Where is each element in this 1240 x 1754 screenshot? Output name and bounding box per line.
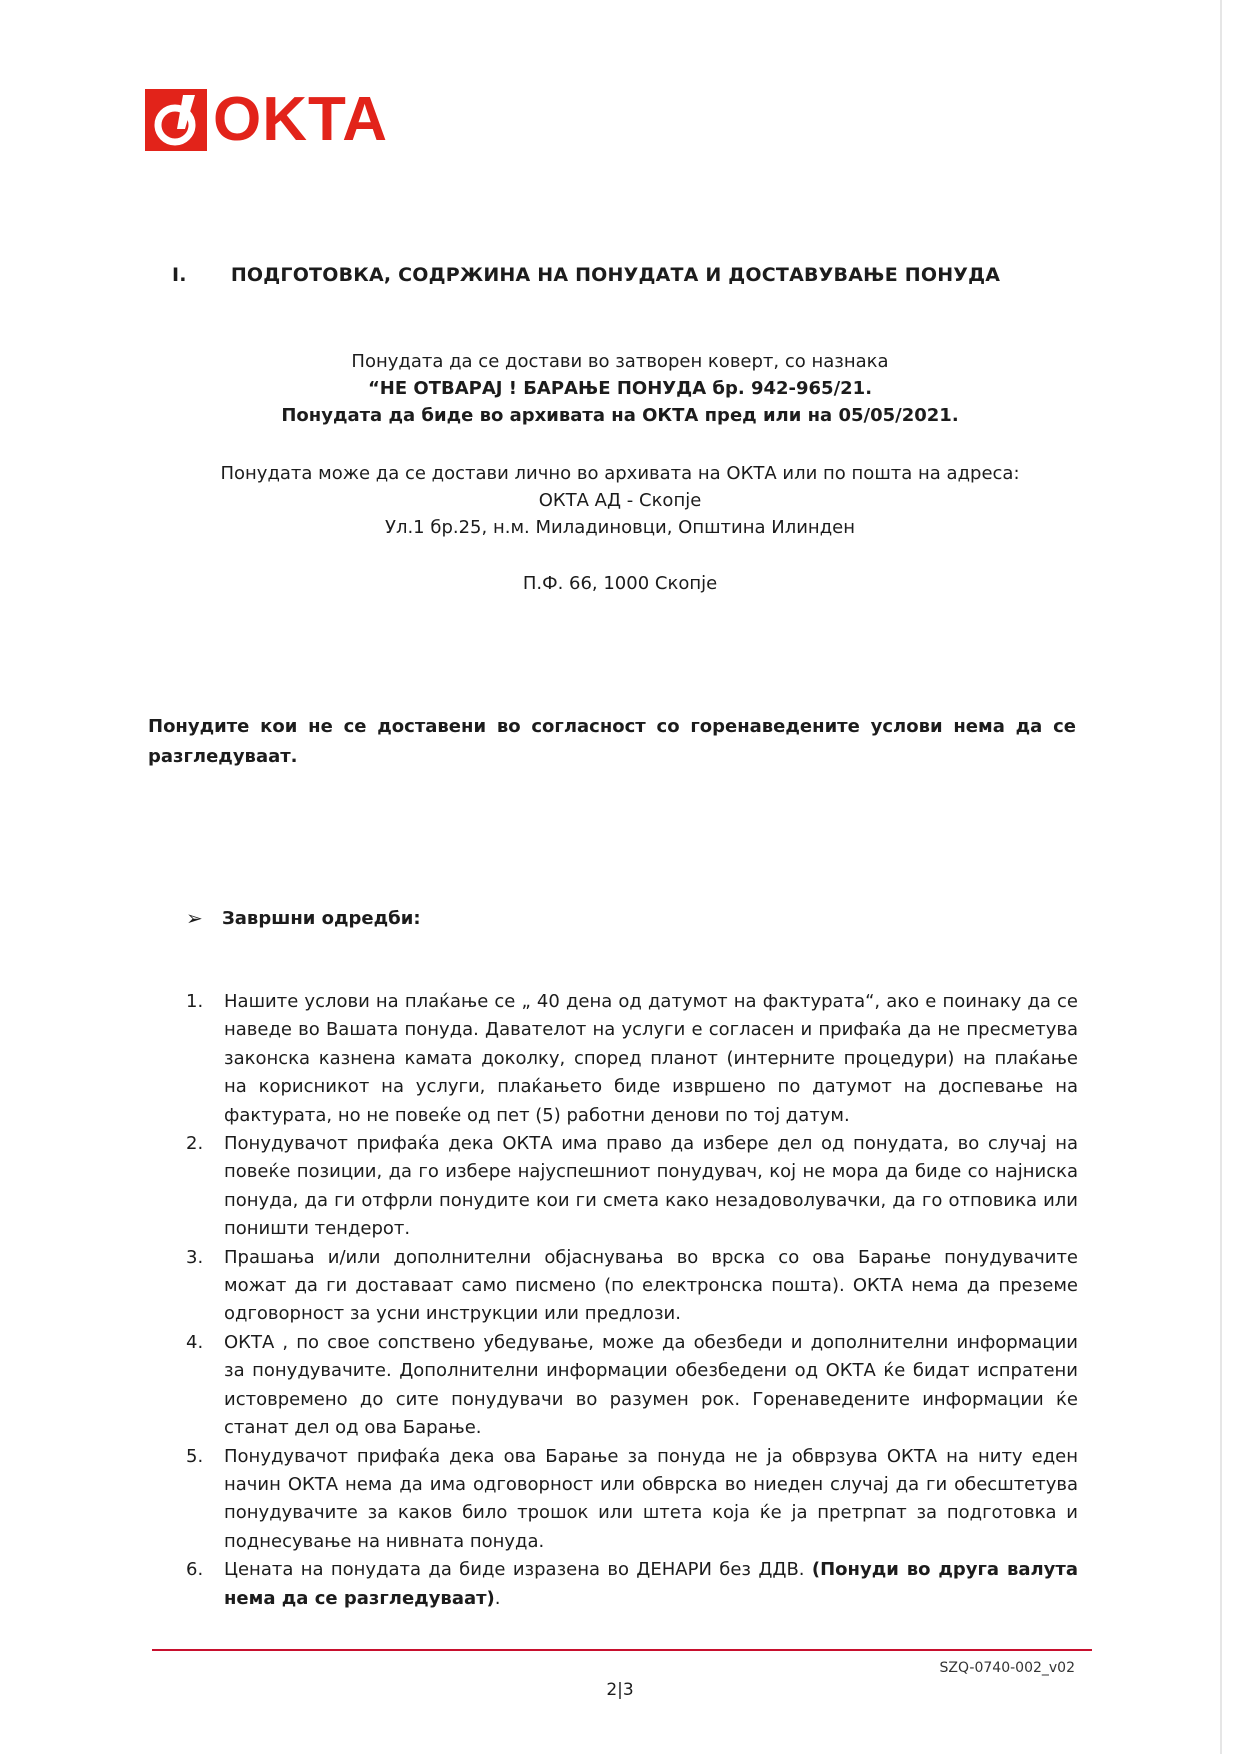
list-item: 5. Понудувачот прифаќа дека ова Барање за понуда не ја обврзува ОКТА на ниту еден начин ОКТА нема да има одговорност или обврска во ниеден случај да ги обесштетува понудувачите за каков било трошок или штета која ќе ја претрпат за подготовка и поднесување на нивната понуда.	[186, 1445, 1078, 1552]
list-item-text: Цената на понудата да биде изразена во ДЕНАРИ без ДДВ. (Понуди во друга валута нема да се разгледуваат).	[224, 1559, 1078, 1609]
address-street: Ул.1 бр.25, н.м. Миладиновци, Општина Илинден	[384, 517, 855, 538]
final-provisions-title: Завршни одредби:	[222, 907, 421, 929]
delivery-line-3: Понудата да биде во архивата на ОКТА пред или на 05/05/2021.	[281, 405, 959, 426]
address-po-box: П.Ф. 66, 1000 Скопје	[522, 573, 718, 594]
list-item: 4. ОКТА , по свое сопствено убедување, може да обезбеди и дополнителни информации за понудувачите. Дополнителни информации обезбедени од ОКТА ќе бидат испратени истовремено до сите понудувачи во разумен рок. Горенаведените информации ќе станат дел од ова Барање.	[186, 1331, 1078, 1439]
page-number: 2|3	[606, 1680, 634, 1700]
list-item: 2. Понудувачот прифаќа дека ОКТА има право да избере дел од понудата, во случај на повеќе позиции, да го избере најуспешниот понудувач, кој не мора да биде со најниска понуда, да ги отфрли понудите кои ги смета како незадоволувачки, да го отповика или поништи тендерот.	[186, 1133, 1078, 1240]
section-number: I.	[172, 264, 187, 286]
okta-logo-text: OKTA	[213, 85, 389, 154]
section-title: ПОДГОТОВКА, СОДРЖИНА НА ПОНУДАТА И ДОСТАВУВАЊЕ ПОНУДА	[230, 264, 1001, 286]
address-company: ОКТА АД - Скопје	[538, 490, 702, 511]
okta-logo	[145, 85, 389, 154]
rejection-note: Понудите кои не се доставени во согласност со горенаведените услови нема да се разгледуваат.	[148, 716, 1076, 767]
document-code: SZQ-0740-002_v02	[939, 1660, 1075, 1676]
delivery-line-1: Понудата да се достави во затворен коверт, со назнака	[351, 351, 889, 372]
delivery-address	[0, 460, 1240, 541]
okta-drop-logo-icon	[145, 89, 207, 151]
arrow-bullet-icon: ➢	[186, 906, 203, 930]
delivery-instructions	[0, 348, 1240, 429]
delivery-line-2: “НЕ ОТВАРАЈ ! БАРАЊЕ ПОНУДА бр. 942-965/21.	[367, 378, 873, 399]
section-heading	[172, 264, 1000, 286]
list-item: 3. Прашања и/или дополнителни објаснувања во врска со ова Барање понудувачите можат да ги доставаат само писмено (по електронска пошта). ОКТА нема да преземе одговорност за усни инструкции или предлози.	[186, 1246, 1078, 1325]
footer-divider	[152, 1649, 1092, 1651]
currency-note: (Понуди во друга валута нема да се разгледуваат)	[224, 1559, 1078, 1609]
list-item: 6. Цената на понудата да биде изразена во ДЕНАРИ без ДДВ. (Понуди во друга валута нема да се разгледуваат).	[186, 1556, 1078, 1613]
final-provisions-heading	[186, 906, 421, 930]
scan-edge	[1220, 0, 1222, 1754]
final-provisions-list	[186, 988, 1078, 1613]
address-intro: Понудата може да се достави лично во архивата на ОКТА или по пошта на адреса:	[220, 463, 1020, 484]
list-item: 1. Нашите услови на плаќање се „ 40 дена од датумот на фактурата“, ако е поинаку да се наведе во Вашата понуда. Давателот на услуги е согласен и прифаќа да не пресметува законска казнена камата доколку, според планот (интерните процедури) на плаќање на корисникот на услуги, плаќањето биде извршено по датумот на доспевање на фактурата, но не повеќе од пет (5) работни денови по тој датум.	[186, 991, 1078, 1126]
